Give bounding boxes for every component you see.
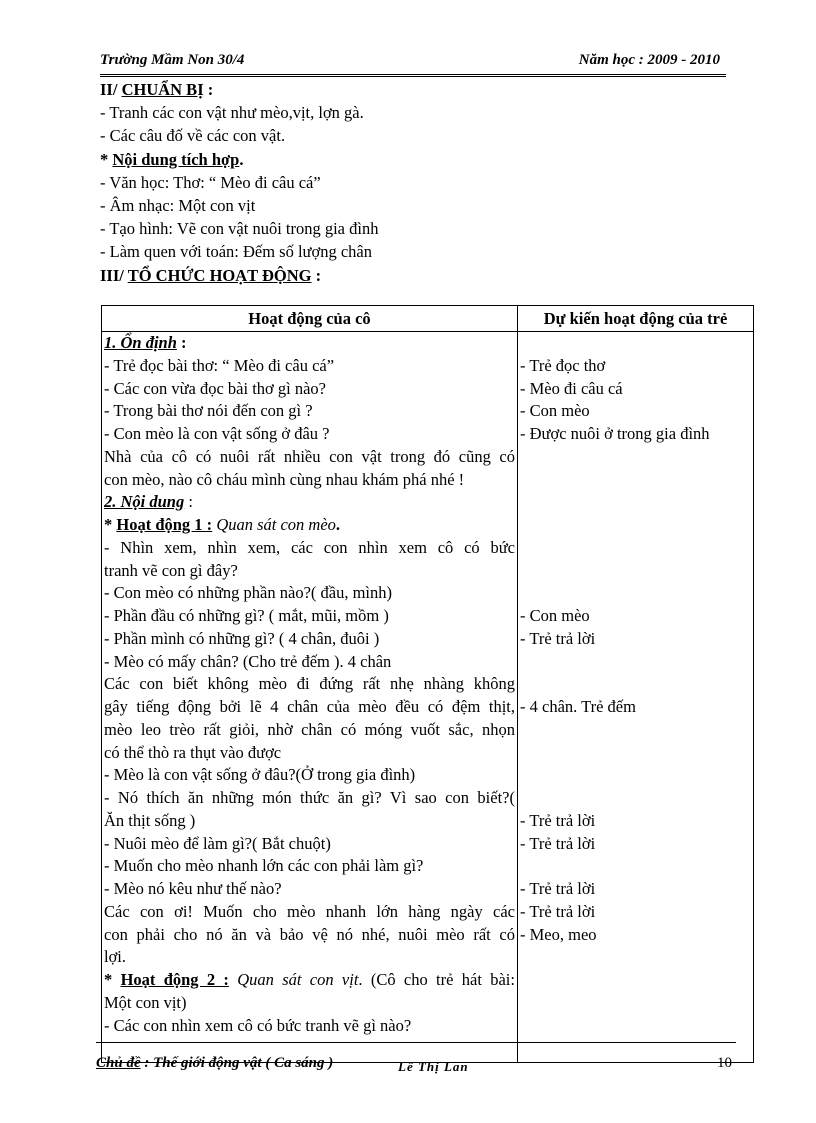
section-content: 2. Nội dung : [104, 492, 193, 512]
table-line: Các con biết không mèo đi đứng rất nhẹ nhàng không [104, 674, 515, 694]
children-response [520, 742, 751, 765]
children-response: - Trẻ trả lời [520, 833, 596, 853]
children-response: - Trẻ trả lời [520, 879, 596, 898]
children-response: - 4 chân. Trẻ đếm [520, 697, 636, 716]
table-line: Nhà của cô có nuôi rất nhiều con vật trong đó cũng có [104, 446, 515, 466]
children-response: - Trẻ đọc thơ [520, 355, 606, 375]
children-response [520, 469, 751, 492]
children-response [520, 446, 751, 469]
children-response: - Trẻ trả lời [520, 901, 596, 921]
children-response: - Mèo đi câu cá [520, 378, 623, 398]
children-response: - Con mèo [520, 606, 590, 625]
table-line: - Nó thích ăn những món thức ăn gì? Vì sao con biết?( [104, 788, 515, 807]
table-line: - Mèo có mấy chân? (Cho trẻ đếm ). 4 chân [104, 651, 392, 671]
table-line: - Phần mình có những gì? ( 4 chân, đuôi ) [104, 628, 380, 648]
children-response [520, 582, 751, 605]
children-response [520, 673, 751, 696]
children-response [520, 491, 751, 514]
children-response [520, 787, 751, 810]
table-line: Ăn thịt sống ) [104, 810, 196, 830]
table-line: - Phần đầu có những gì? ( mắt, mũi, mồm ) [104, 606, 389, 625]
school-name: Trường Mầm Non 30/4 [100, 52, 245, 68]
activity-heading: III/ TỔ CHỨC HOẠT ĐỘNG : [100, 265, 322, 285]
table-line: - Con mèo có những phần nào?( đầu, mình) [104, 583, 393, 603]
section-stabilize: 1. Ổn định : [104, 333, 187, 352]
children-response [520, 719, 751, 742]
children-response [520, 992, 751, 1015]
table-line: Các con ơi! Muốn cho mèo nhanh lớn hàng ngày các [104, 901, 515, 921]
table-line: con mèo, nào cô cháu mình cùng nhau khám phá nhé ! [104, 469, 465, 489]
col-header-teacher: Hoạt động của cô [102, 306, 518, 332]
table-line: - Các con nhìn xem cô có bức tranh vẽ gì nào? [104, 1015, 412, 1035]
activity-2-heading: * Hoạt động 2 : Quan sát con vịt. (Cô cho trẻ hát bài: [104, 970, 515, 989]
table-line: - Muốn cho mèo nhanh lớn các con phải làm gì? [104, 856, 424, 876]
table-line: lợi. [104, 947, 127, 967]
table-line: gây tiếng động bởi lẽ 4 chân của mèo đều có đệm thịt, [104, 697, 515, 716]
integration-item: - Làm quen với toán: Đếm số lượng chân [100, 242, 373, 262]
author-signature: Lê Thị Lan [398, 1059, 469, 1074]
children-response: - Meo, meo [520, 924, 597, 944]
preparation-section [100, 78, 740, 287]
table-line: - Con mèo là con vật sống ở đâu ? [104, 424, 330, 443]
topic: Chủ đề : Thế giới động vật ( Ca sáng ) [96, 1055, 334, 1071]
table-line: - Mèo nó kêu như thế nào? [104, 879, 282, 898]
table-line: - Trẻ đọc bài thơ: “ Mèo đi câu cá” [104, 355, 335, 375]
table-line: - Các con vừa đọc bài thơ gì nào? [104, 378, 327, 398]
children-response: - Được nuôi ở trong gia đình [520, 424, 710, 443]
integration-item: - Tạo hình: Vẽ con vật nuôi trong gia đình [100, 219, 379, 239]
children-response [520, 855, 751, 878]
children-response: - Con mèo [520, 401, 590, 421]
children-response: - Trẻ trả lời [520, 628, 596, 648]
table-line: mèo leo trèo rất giỏi, nhờ chân có móng vuốt sắc, nhọn [104, 719, 515, 739]
table-line: - Nhìn xem, nhìn xem, các con nhìn xem cô có bức [104, 537, 515, 557]
integration-item: - Văn học: Thơ: “ Mèo đi câu cá” [100, 172, 321, 192]
activity-table [101, 305, 754, 1063]
children-response [520, 946, 751, 969]
page-header [100, 50, 726, 77]
children-activity-cell [518, 332, 754, 1063]
table-line: con phải cho nó ăn và bảo vệ nó nhé, nuôi mèo rất có [104, 924, 515, 944]
children-response [520, 651, 751, 674]
table-line: tranh vẽ con gì đây? [104, 560, 238, 580]
table-line: - Mèo là con vật sống ở đâu?(Ở trong gia đình) [104, 765, 416, 785]
children-response [520, 514, 751, 537]
children-response [520, 1015, 751, 1038]
table-line: - Nuôi mèo để làm gì?( Bắt chuột) [104, 833, 331, 853]
integration-heading: * Nội dung tích hợp. [100, 149, 244, 169]
table-line: có thể thò ra thụt vào được [104, 742, 282, 762]
teacher-activity-cell [102, 332, 518, 1063]
children-response: - Trẻ trả lời [520, 810, 596, 830]
children-response [520, 764, 751, 787]
school-year: Năm học : 2009 - 2010 [578, 52, 720, 68]
children-response [520, 560, 751, 583]
children-response [520, 537, 751, 560]
page-footer [96, 1042, 736, 1073]
prep-item: - Tranh các con vật như mèo,vịt, lợn gà. [100, 103, 364, 123]
preparation-heading: II/ CHUẨN BỊ : [100, 80, 214, 99]
integration-item: - Âm nhạc: Một con vịt [100, 196, 256, 216]
col-header-children: Dự kiến hoạt động của trẻ [518, 306, 754, 332]
children-response [520, 332, 751, 355]
page-number: 10 [717, 1055, 732, 1071]
prep-item: - Các câu đố về các con vật. [100, 126, 286, 146]
table-line: - Trong bài thơ nói đến con gì ? [104, 401, 313, 421]
activity-1-heading: * Hoạt động 1 : Quan sát con mèo. [104, 515, 341, 534]
table-line: Một con vịt) [104, 992, 187, 1012]
children-response [520, 969, 751, 992]
